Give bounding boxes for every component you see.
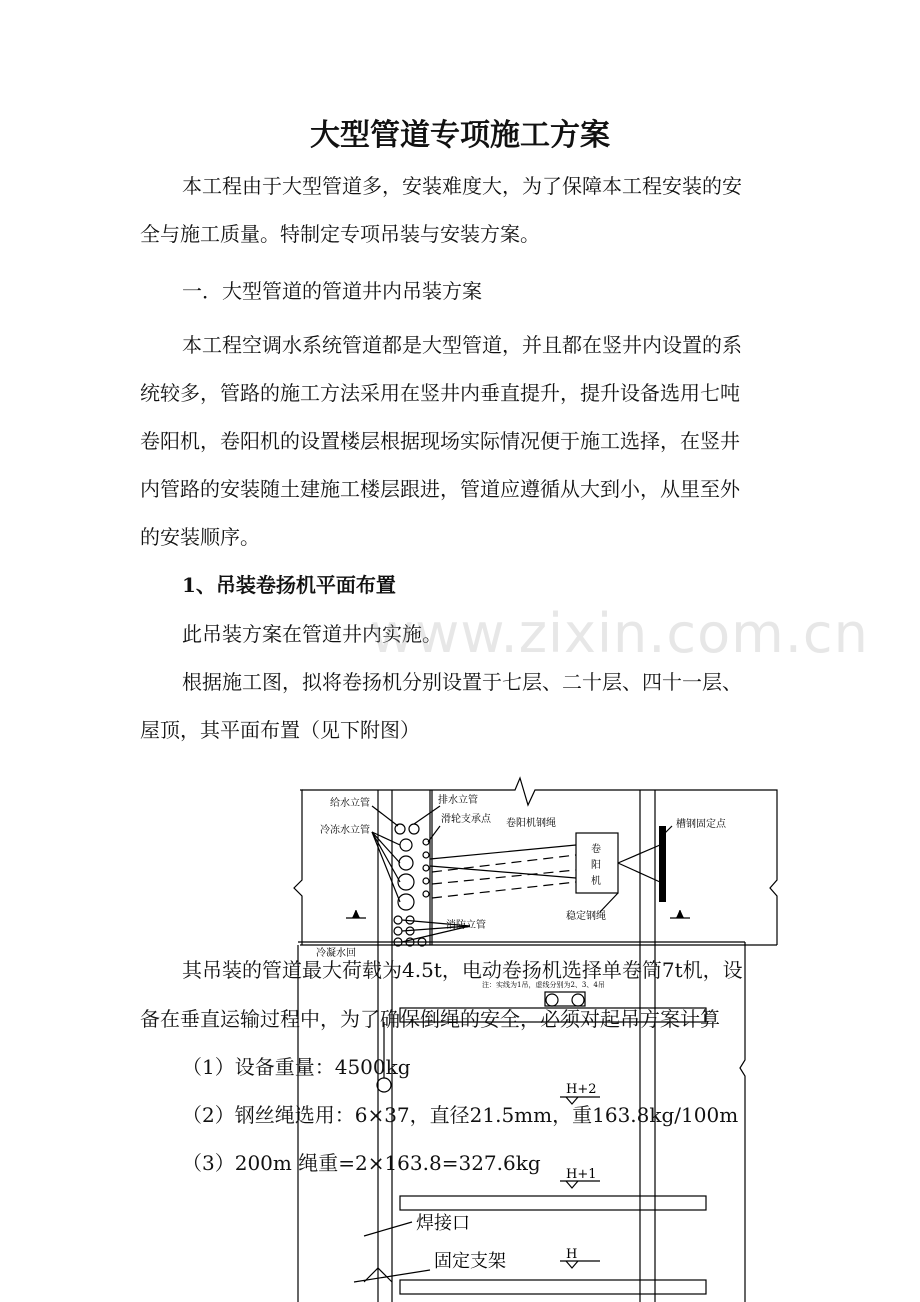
label-weld: 焊接口 bbox=[416, 1213, 470, 1234]
label-winch-3: 机 bbox=[591, 876, 601, 887]
label-supply-riser: 给水立管 bbox=[330, 798, 370, 809]
label-winch-1: 卷 bbox=[591, 844, 601, 855]
intro-line-1: 本工程由于大型管道多，安装难度大，为了保障本工程安装的安 bbox=[182, 174, 742, 198]
label-chilled-riser: 冷冻水立管 bbox=[320, 825, 370, 836]
label-condensate: 冷凝水回 bbox=[316, 948, 356, 959]
label-drain-riser: 排水立管 bbox=[438, 795, 478, 806]
label-anchor-point: 槽钢固定点 bbox=[676, 819, 726, 830]
calc-item-2: （2）钢丝绳选用：6×37，直径21.5mm，重163.8kg/100m bbox=[182, 1103, 739, 1127]
calc-item-1: （1）设备重量：4500kg bbox=[182, 1055, 411, 1079]
section-para-line-3: 卷阳机，卷阳机的设置楼层根据现场实际情况便于施工选择，在竖井 bbox=[140, 429, 740, 453]
label-level-h: H bbox=[566, 1247, 578, 1262]
label-winch-2: 阳 bbox=[591, 860, 601, 871]
subsection-heading: 1、吊装卷扬机平面布置 bbox=[182, 573, 396, 597]
label-fixed-support: 固定支架 bbox=[434, 1251, 506, 1272]
section-heading: 一．大型管道的管道井内吊装方案 bbox=[182, 279, 482, 303]
document-title: 大型管道专项施工方案 bbox=[310, 118, 610, 153]
label-section-a-left: A bbox=[352, 908, 360, 921]
label-section-a-right: A bbox=[676, 908, 684, 921]
calc-item-3: （3）200m 绳重=2×163.8=327.6kg bbox=[182, 1151, 541, 1175]
label-stabilizer-rope: 稳定钢绳 bbox=[566, 911, 606, 922]
calc-line-2: 备在垂直运输过程中，为了确保倒绳的安全，必须对起吊方案计算 bbox=[140, 1007, 720, 1031]
subsection-para-2a: 根据施工图，拟将卷扬机分别设置于七层、二十层、四十一层、 bbox=[182, 670, 742, 694]
label-winch-rope: 卷阳机钢绳 bbox=[506, 818, 556, 829]
calc-line-1: 其吊装的管道最大荷载为4.5t，电动卷扬机选择单卷筒7t机，设 bbox=[182, 958, 743, 982]
section-para-line-5: 的安装顺序。 bbox=[140, 525, 260, 549]
label-level-h2: H+2 bbox=[566, 1082, 597, 1097]
label-level-h1: H+1 bbox=[566, 1167, 597, 1182]
label-note: 注：实线为1吊，虚线分别为2、3、4吊 bbox=[482, 981, 605, 989]
subsection-para-2b: 屋顶，其平面布置（见下附图） bbox=[140, 718, 420, 742]
watermark: www.zixin.com.cn bbox=[370, 602, 869, 665]
intro-line-2: 全与施工质量。特制定专项吊装与安装方案。 bbox=[140, 222, 540, 246]
label-pulley-support: 滑轮支承点 bbox=[441, 814, 491, 825]
label-fire-riser: 消防立管 bbox=[446, 920, 486, 931]
subsection-para-1: 此吊装方案在管道井内实施。 bbox=[182, 622, 442, 646]
section-para-line-1: 本工程空调水系统管道都是大型管道，并且都在竖井内设置的系 bbox=[182, 333, 742, 357]
section-para-line-4: 内管路的安装随土建施工楼层跟进，管道应遵循从大到小，从里至外 bbox=[140, 477, 740, 501]
section-para-line-2: 统较多，管路的施工方法采用在竖井内垂直提升，提升设备选用七吨 bbox=[140, 381, 740, 405]
